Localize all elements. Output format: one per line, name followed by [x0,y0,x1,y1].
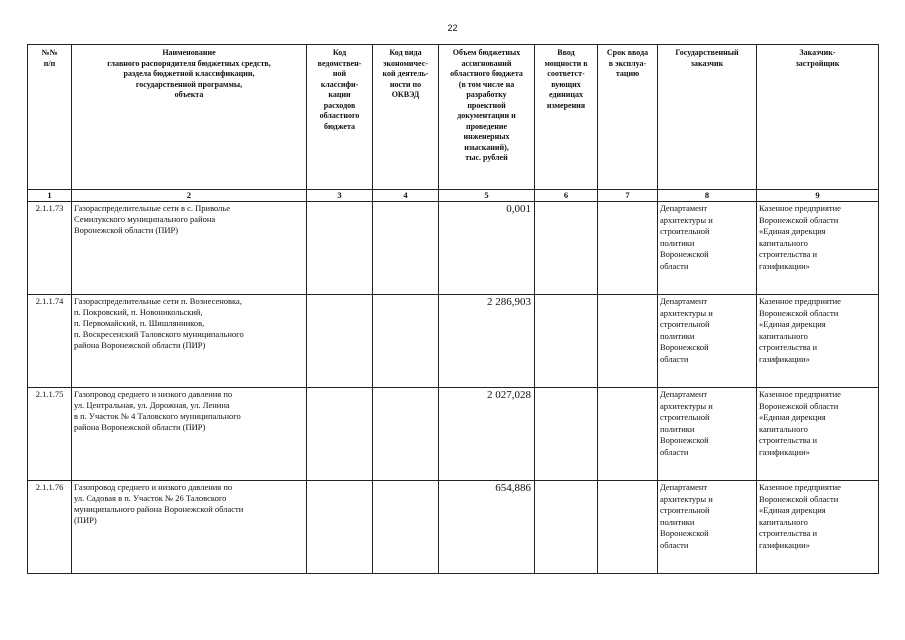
state-customer: Департамент архитектуры и строительной политики Воронежской области [658,388,757,481]
budget-amount: 2 027,028 [439,388,535,481]
developer: Казенное предприятие Воронежской области «Единая дирекция капитального строительства и газификации» [757,202,879,295]
commission-term [598,202,658,295]
table-row [28,202,879,295]
row-id: 2.1.1.73 [28,202,72,295]
header-state-customer: Государственный заказчик [658,45,757,190]
capacity [535,481,598,574]
state-customer: Департамент архитектуры и строительной политики Воронежской области [658,202,757,295]
column-number: 8 [658,190,757,202]
column-number: 4 [373,190,439,202]
object-name: Газораспределительные сети в с. Приволье Семилукского муниципального района Воронежской области (ПИР) [72,202,307,295]
row-id: 2.1.1.75 [28,388,72,481]
okved-code [373,295,439,388]
page-number: 22 [447,23,458,33]
department-code [307,295,373,388]
column-number-row [28,190,879,202]
department-code [307,388,373,481]
object-name: Газопровод среднего и низкого давления по ул. Центральная, ул. Дорожная, ул. Ленина в п. Участок № 4 Таловского муниципального района Воронежской области (ПИР) [72,388,307,481]
capacity [535,388,598,481]
header-developer: Заказчик- застройщик [757,45,879,190]
header-budget-amount: Объем бюджетных ассигнований областного бюджета (в том числе на разработку проектной документации и проведение инженерных изысканий), тыс. рублей [439,45,535,190]
header-okved-code: Код вида экономичес- кой деятель- ности по ОКВЭД [373,45,439,190]
row-id: 2.1.1.74 [28,295,72,388]
table-row [28,295,879,388]
budget-amount: 654,886 [439,481,535,574]
commission-term [598,295,658,388]
table-row [28,481,879,574]
department-code [307,202,373,295]
developer: Казенное предприятие Воронежской области «Единая дирекция капитального строительства и газификации» [757,388,879,481]
state-customer: Департамент архитектуры и строительной политики Воронежской области [658,481,757,574]
column-number: 1 [28,190,72,202]
developer: Казенное предприятие Воронежской области «Единая дирекция капитального строительства и газификации» [757,295,879,388]
okved-code [373,481,439,574]
capacity [535,202,598,295]
header-department-code: Код ведомствен- ной классифи- кации расходов областного бюджета [307,45,373,190]
header-capacity: Ввод мощности в соответст- вующих единицах измерения [535,45,598,190]
developer: Казенное предприятие Воронежской области «Единая дирекция капитального строительства и газификации» [757,481,879,574]
commission-term [598,388,658,481]
budget-amount: 0,001 [439,202,535,295]
state-customer: Департамент архитектуры и строительной политики Воронежской области [658,295,757,388]
okved-code [373,202,439,295]
budget-amount: 2 286,903 [439,295,535,388]
row-id: 2.1.1.76 [28,481,72,574]
header-object-name: Наименование главного распорядителя бюджетных средств, раздела бюджетной классификации, государственной программы, объекта [72,45,307,190]
object-name: Газопровод среднего и низкого давления по ул. Садовая в п. Участок № 26 Таловского муниципального района Воронежской области (ПИР) [72,481,307,574]
capacity [535,295,598,388]
header-commission-term: Срок ввода в эксплуа- тацию [598,45,658,190]
table-row [28,388,879,481]
column-number: 7 [598,190,658,202]
column-number: 2 [72,190,307,202]
department-code [307,481,373,574]
table-header-row [28,45,879,190]
object-name: Газораспределительные сети п. Вознесеновка, п. Покровский, п. Новоникольский, п. Первомайский, п. Шишлянников, п. Воскресенский Таловского муниципального района Воронежской области (ПИР) [72,295,307,388]
column-number: 9 [757,190,879,202]
budget-allocation-table [27,44,879,574]
column-number: 3 [307,190,373,202]
commission-term [598,481,658,574]
okved-code [373,388,439,481]
header-row-number: №№ п/п [28,45,72,190]
column-number: 5 [439,190,535,202]
column-number: 6 [535,190,598,202]
